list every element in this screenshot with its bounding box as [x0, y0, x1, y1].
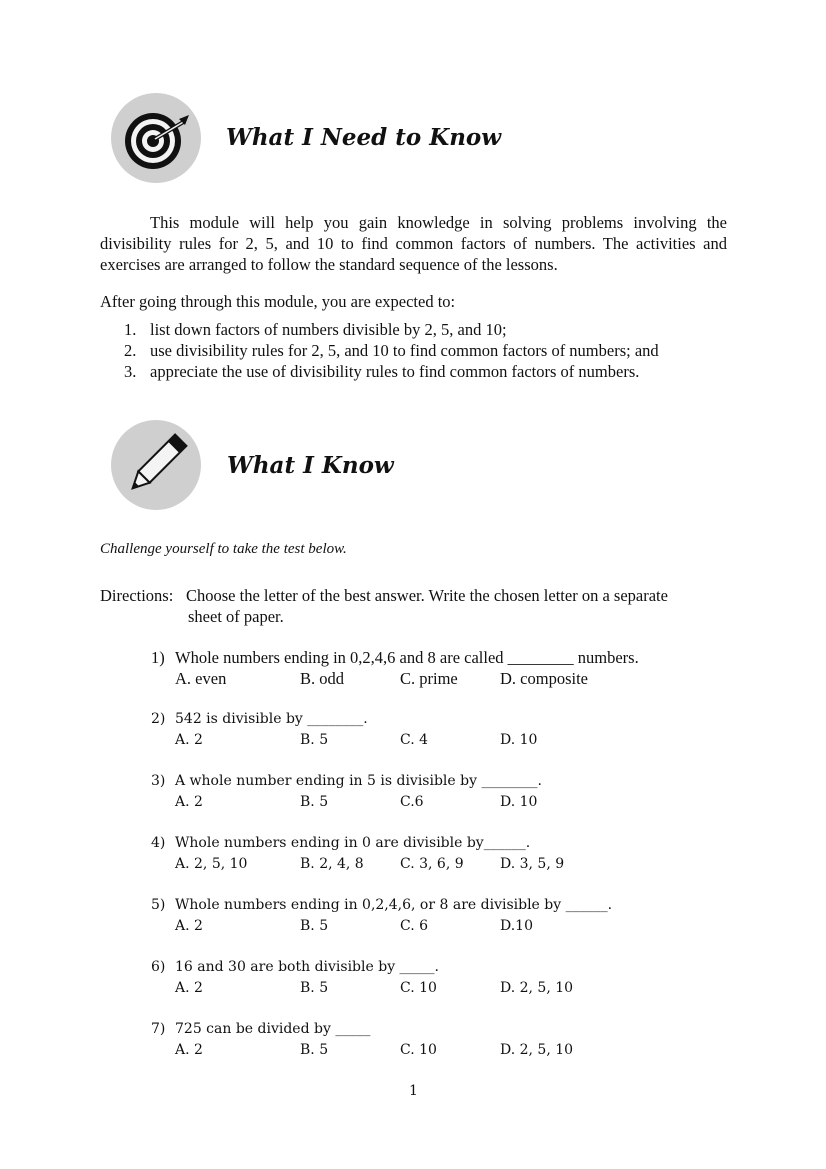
option-a: A. 2	[175, 732, 203, 748]
objective-item: 2. use divisibility rules for 2, 5, and 10 to find common factors of numbers; and	[124, 341, 659, 360]
question-text: 725 can be divided by _____	[175, 1021, 371, 1037]
option-c: C. 6	[400, 918, 429, 934]
question-number: 6)	[151, 959, 166, 975]
question-text: Whole numbers ending in 0,2,4,6, or 8 are divisible by ______.	[175, 897, 613, 913]
challenge-text: Challenge yourself to take the test below.	[100, 541, 347, 557]
objective-item: 3. appreciate the use of divisibility rules to find common factors of numbers.	[124, 362, 640, 381]
section-title-what-i-need-to-know: What I Need to Know	[226, 124, 502, 151]
option-a: A. even	[175, 669, 227, 688]
module-description: This module will help you gain knowledge in solving problems involving the divisibility rules for 2, 5, and 10 to find common factors of numbers. The activities and exercises are arranged to follow the standard sequence of the lessons.	[100, 213, 727, 274]
question-number: 3)	[151, 773, 166, 789]
question-number: 1)	[151, 648, 165, 667]
pencil-icon	[111, 420, 201, 510]
option-d: D. 10	[500, 732, 538, 748]
objectives-intro: After going through this module, you are expected to:	[100, 292, 456, 311]
option-c: C. 3, 6, 9	[400, 856, 464, 872]
section-title-what-i-know: What I Know	[227, 452, 394, 479]
option-c: C. 10	[400, 1042, 437, 1058]
question-text: 542 is divisible by ________.	[175, 711, 368, 727]
option-b: B. 5	[300, 980, 329, 996]
option-d: D. 3, 5, 9	[500, 856, 565, 872]
question-number: 5)	[151, 897, 166, 913]
option-d: D.10	[500, 918, 533, 934]
directions-text-line1: Choose the letter of the best answer. Write the chosen letter on a separate	[186, 586, 668, 605]
option-a: A. 2	[175, 980, 203, 996]
option-b: B. odd	[300, 669, 345, 688]
question-text: Whole numbers ending in 0,2,4,6 and 8 are called ________ numbers.	[175, 648, 639, 667]
question-number: 7)	[151, 1021, 166, 1037]
option-c: C. 10	[400, 980, 437, 996]
option-a: A. 2, 5, 10	[175, 856, 248, 872]
option-c: C.6	[400, 794, 424, 810]
question-text: A whole number ending in 5 is divisible by ________.	[175, 773, 542, 789]
option-a: A. 2	[175, 794, 203, 810]
option-d: D. 10	[500, 794, 538, 810]
question-text: 16 and 30 are both divisible by _____.	[175, 959, 439, 975]
option-b: B. 5	[300, 794, 329, 810]
directions-text-line2: sheet of paper.	[188, 607, 284, 626]
question-number: 2)	[151, 711, 166, 727]
option-a: A. 2	[175, 1042, 203, 1058]
directions-label: Directions:	[100, 586, 174, 605]
option-d: D. 2, 5, 10	[500, 980, 574, 996]
question-number: 4)	[151, 835, 166, 851]
option-b: B. 5	[300, 1042, 329, 1058]
option-c: C. 4	[400, 732, 429, 748]
question-text: Whole numbers ending in 0 are divisible by______.	[175, 835, 531, 851]
target-icon	[111, 93, 201, 183]
option-c: C. prime	[400, 669, 458, 688]
option-d: D. 2, 5, 10	[500, 1042, 574, 1058]
option-a: A. 2	[175, 918, 203, 934]
objective-item: 1. list down factors of numbers divisible by 2, 5, and 10;	[124, 320, 507, 339]
option-b: B. 2, 4, 8	[300, 856, 364, 872]
option-b: B. 5	[300, 732, 329, 748]
option-d: D. composite	[500, 669, 588, 688]
objectives-list	[124, 319, 744, 382]
option-b: B. 5	[300, 918, 329, 934]
page-number: 1	[409, 1083, 418, 1099]
